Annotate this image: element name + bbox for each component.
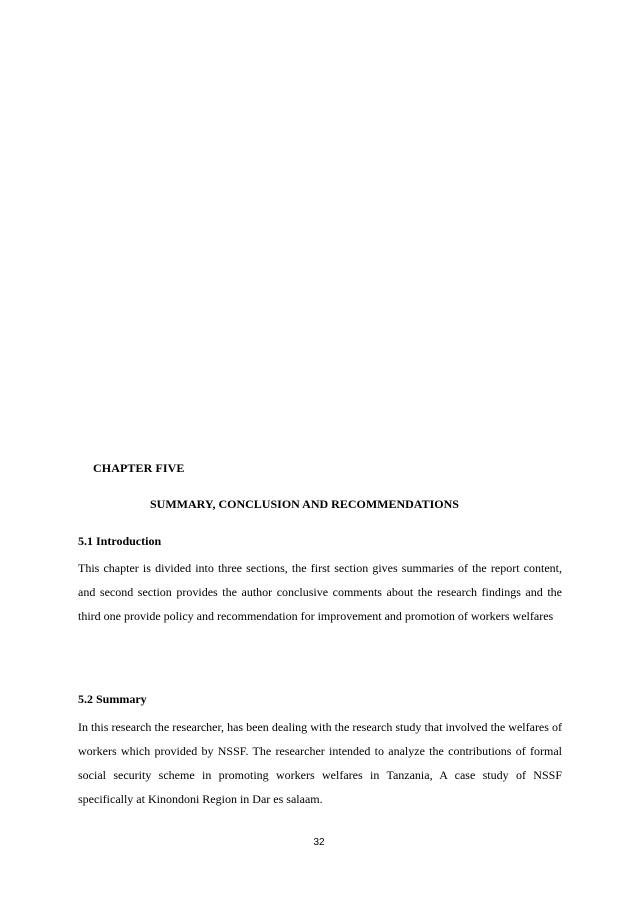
page-number: 32	[313, 837, 325, 848]
section-body-summary: In this research the researcher, has been dealing with the research study that involved the welfares of workers which provided by NSSF. The researcher intended to analyze the contributions of formal social security scheme in promoting workers welfares in Tanzania, A case study of NSSF specifically at Kinondoni Region in Dar es salaam.	[78, 720, 562, 806]
chapter-title: SUMMARY, CONCLUSION AND RECOMMENDATIONS	[150, 497, 459, 511]
section-body-introduction: This chapter is divided into three sections, the first section gives summaries of the report content, and second section provides the author conclusive comments about the research findings and the third one provide policy and recommendation for improvement and promotion of workers welfares	[78, 561, 562, 623]
section-heading-introduction: 5.1 Introduction	[78, 534, 162, 548]
chapter-label: CHAPTER FIVE	[93, 461, 185, 475]
section-heading-summary: 5.2 Summary	[78, 692, 147, 706]
